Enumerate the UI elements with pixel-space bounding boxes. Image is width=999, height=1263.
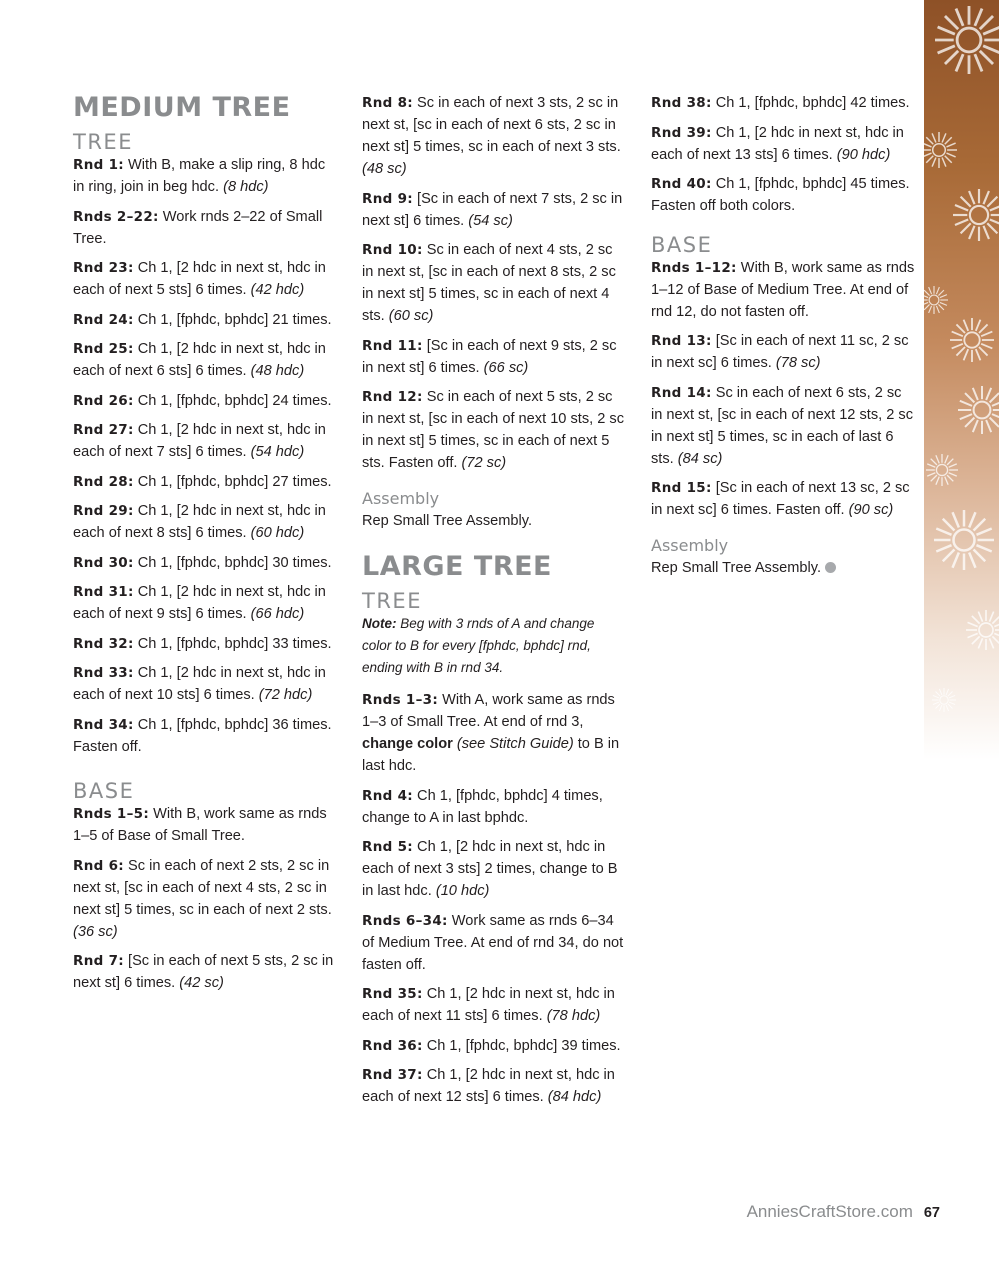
round-label: Rnd 36:: [362, 1037, 423, 1054]
round-label: Rnds 1–5:: [73, 806, 150, 822]
column-1: [73, 92, 338, 1002]
large-base-rounds: [651, 257, 916, 522]
round-label: Rnd 33:: [73, 665, 134, 681]
round-text: Ch 1, [fphdc, bphdc] 30 times.: [133, 554, 332, 571]
website-url: AnniesCraftStore.com: [746, 1202, 913, 1221]
large-tree-rounds-continued: [651, 92, 916, 217]
round-item: [73, 419, 338, 463]
large-tree-rounds: [362, 785, 627, 1109]
round-label: Rnd 35:: [362, 986, 423, 1002]
round-item: [73, 309, 338, 331]
round-item: [651, 382, 916, 470]
round-label: Rnd 28:: [73, 473, 134, 490]
round-text: Ch 1, [fphdc, bphdc] 33 times.: [133, 635, 332, 652]
round-item: [362, 239, 627, 327]
round-item: [73, 206, 338, 250]
round-label: Rnd 10:: [362, 242, 423, 258]
stitch-count: (60 hdc): [250, 525, 305, 541]
round-label: Rnd 40:: [651, 176, 712, 192]
round-text: Work same as rnds 6–34 of Medium Tree. At end of rnd 34, do not fasten off.: [362, 912, 624, 973]
round-label: Rnd 8:: [362, 95, 413, 111]
round-text: Ch 1, [2 hdc in next st, hdc in each of next 5 sts] 6 times.: [73, 260, 326, 298]
medium-tree-rounds: [73, 154, 338, 758]
round-text: Ch 1, [2 hdc in next st, hdc in each of next 13 sts] 6 times.: [651, 124, 904, 163]
round-item: [73, 950, 338, 994]
large-tree-title: LARGE TREE: [362, 551, 552, 582]
stitch-count: (84 sc): [677, 450, 723, 467]
round-item: [73, 581, 338, 625]
round-label: Rnd 37:: [362, 1067, 423, 1083]
stitch-count: (42 sc): [179, 975, 224, 991]
round-label: Rnd 29:: [73, 503, 134, 519]
round-label: Rnd 39:: [651, 124, 712, 141]
round-item: [73, 803, 338, 847]
stitch-count: (48 hdc): [250, 363, 305, 379]
stitch-count: (42 hdc): [250, 282, 305, 298]
round-item: [651, 257, 916, 323]
round-text: Ch 1, [2 hdc in next st, hdc in each of next 9 sts] 6 times.: [73, 584, 326, 622]
stitch-count: (66 hdc): [250, 606, 305, 622]
round-item: [73, 257, 338, 301]
round-text: Sc in each of next 3 sts, 2 sc in next st, [sc in each of next 6 sts, 2 sc in next st] 5 times, sc in each of next 3 sts.: [362, 95, 621, 155]
stitch-count: (54 sc): [468, 212, 513, 229]
round-text: Ch 1, [fphdc, bphdc] 45 times. Fasten off both colors.: [651, 176, 910, 214]
round-item: [73, 633, 338, 655]
round-label: Rnd 31:: [73, 584, 134, 600]
round-text: Ch 1, [2 hdc in next st, hdc in each of next 7 sts] 6 times.: [73, 422, 326, 460]
round-label: Rnd 5:: [362, 839, 413, 855]
medium-assembly-text: Rep Small Tree Assembly.: [362, 512, 533, 529]
round-text: Work rnds 2–22 of Small Tree.: [73, 208, 323, 247]
round-item: [362, 785, 627, 829]
round-label: Rnd 32:: [73, 635, 134, 652]
round-text: Ch 1, [2 hdc in next st, hdc in each of next 6 sts] 6 times.: [73, 341, 326, 379]
round-item: [362, 910, 627, 976]
round-text: Ch 1, [2 hdc in next st, hdc in each of next 11 sts] 6 times.: [362, 986, 615, 1024]
medium-base-rounds: [73, 803, 338, 994]
round-text: Ch 1, [2 hdc in next st, hdc in each of next 8 sts] 6 times.: [73, 503, 326, 541]
round-label: Rnd 14:: [651, 384, 712, 401]
stitch-count: (54 hdc): [250, 444, 305, 460]
page-number: 67: [923, 1205, 940, 1221]
round-item: [73, 500, 338, 544]
large-assembly-heading: Assembly: [651, 535, 729, 555]
round-text: Ch 1, [fphdc, bphdc] 27 times.: [133, 473, 332, 490]
medium-base-heading: BASE: [73, 779, 135, 803]
stitch-count: (78 hdc): [546, 1008, 601, 1024]
stitch-count: (72 hdc): [258, 687, 313, 703]
round-item: [362, 1064, 627, 1108]
large-tree-heading: TREE: [362, 589, 422, 613]
round-item: [73, 714, 338, 758]
round-label: Rnd 25:: [73, 341, 134, 357]
round-label: Rnd 24:: [73, 311, 134, 328]
round-label: Rnd 23:: [73, 260, 134, 276]
round-label: Rnd 15:: [651, 480, 712, 496]
round-label: Rnds 6–34:: [362, 912, 448, 929]
round-label: Rnd 4:: [362, 787, 413, 804]
round-text: Sc in each of next 2 sts, 2 sc in next st, [sc in each of next 4 sts, 2 sc in next st] 5 times, sc in each of next 2 sts.: [73, 857, 332, 918]
round-label: Rnd 30:: [73, 554, 134, 571]
decorative-sidebar-band: [924, 0, 999, 760]
round-text: Ch 1, [fphdc, bphdc] 24 times.: [133, 392, 332, 409]
round-label: Rnd 34:: [73, 716, 134, 733]
round-text: With B, work same as rnds 1–5 of Base of Small Tree.: [73, 806, 327, 844]
round-text: Sc in each of next 6 sts, 2 sc in next st, [sc in each of next 12 sts, 2 sc in next st] 5 times, sc in each of last 6 sts.: [651, 384, 914, 467]
round-text: Ch 1, [fphdc, bphdc] 36 times. Fasten off.: [73, 716, 332, 755]
round-text: Ch 1, [2 hdc in next st, hdc in each of next 3 sts] 2 times, change to B in last hdc.: [362, 839, 618, 899]
stitch-count: (84 hdc): [547, 1089, 602, 1105]
round-text: Sc in each of next 4 sts, 2 sc in next st, [sc in each of next 8 sts, 2 sc in next st] 5 times, sc in each of next 4 sts.: [362, 242, 616, 324]
medium-tree-title: MEDIUM TREE: [73, 92, 291, 123]
round-label: Rnds 1–12:: [651, 259, 737, 276]
stitch-count: (10 hdc): [435, 883, 490, 899]
round-text: Ch 1, [2 hdc in next st, hdc in each of next 10 sts] 6 times.: [73, 665, 326, 703]
round-item: [362, 335, 627, 379]
round-item: [73, 471, 338, 493]
round-label: Rnd 26:: [73, 392, 134, 409]
round-text: Sc in each of next 5 sts, 2 sc in next st, [sc in each of next 10 sts, 2 sc in next st] 5 times, sc in each of next 5 sts. Fasten off.: [362, 389, 625, 471]
round-item: [73, 390, 338, 412]
stitch-count: (60 sc): [388, 308, 434, 324]
column-3: [651, 92, 916, 586]
round-label: Rnd 27:: [73, 422, 134, 438]
round-item: [651, 173, 916, 217]
large-tree-note: [362, 613, 627, 679]
round-label: Rnds 2–22:: [73, 208, 159, 225]
round-label: Rnd 1:: [73, 157, 124, 173]
stitch-count: (36 sc): [73, 923, 118, 940]
medium-assembly-heading: Assembly: [362, 488, 440, 508]
round-label: Rnd 11:: [362, 337, 423, 354]
round-text: [Sc in each of next 11 sc, 2 sc in next sc] 6 times.: [651, 333, 909, 371]
round-item: [362, 983, 627, 1027]
stitch-count: (8 hdc): [223, 179, 269, 195]
round-item: [73, 552, 338, 574]
round-item: [362, 386, 627, 474]
round-item: [651, 92, 916, 114]
note-label: Note:: [362, 616, 397, 631]
round-text: Ch 1, [fphdc, bphdc] 21 times.: [133, 311, 332, 328]
page-footer: [600, 1202, 940, 1222]
round-label: Rnd 38:: [651, 95, 712, 111]
round-item: [73, 154, 338, 198]
round-item: [651, 477, 916, 521]
stitch-count: (78 sc): [775, 355, 821, 371]
round-item: [651, 122, 916, 166]
round-item: [73, 662, 338, 706]
round-text: With B, work same as rnds 1–12 of Base of Medium Tree. At end of rnd 12, do not fasten off.: [651, 259, 915, 320]
round-item: [362, 92, 627, 180]
stitch-count: (66 sc): [483, 359, 529, 376]
round-label: Rnd 13:: [651, 333, 712, 349]
round-item: [362, 836, 627, 902]
round-text: [Sc in each of next 13 sc, 2 sc in next sc] 6 times. Fasten off.: [651, 480, 910, 518]
round-item: [362, 1035, 627, 1057]
round-text: Ch 1, [fphdc, bphdc] 4 times, change to A in last bphdc.: [362, 787, 603, 826]
round-item: [73, 855, 338, 943]
round-item: Rnds 1–3: With A, work same as rnds 1–3 of Small Tree. At end of rnd 3, change color (see Stitch Guide) to B in last hdc.: [362, 692, 620, 774]
stitch-count: (90 sc): [848, 502, 894, 518]
stitch-count: (72 sc): [461, 455, 507, 471]
round-item: [73, 338, 338, 382]
large-base-heading: BASE: [651, 232, 713, 257]
column-2: [362, 92, 627, 1116]
round-item: [651, 330, 916, 374]
round-text: Ch 1, [fphdc, bphdc] 39 times.: [422, 1037, 621, 1054]
round-text: [Sc in each of next 7 sts, 2 sc in next st] 6 times.: [362, 190, 623, 229]
round-label: Rnd 12:: [362, 389, 423, 405]
end-bullet-icon: [825, 562, 836, 573]
round-label: Rnd 7:: [73, 953, 124, 969]
round-text: [Sc in each of next 5 sts, 2 sc in next st] 6 times.: [73, 953, 334, 991]
medium-tree-heading: TREE: [73, 130, 133, 154]
medium-base-rounds-continued: [362, 92, 627, 474]
snowflake-pattern-icon: [924, 0, 999, 760]
round-text: Ch 1, [2 hdc in next st, hdc in each of next 12 sts] 6 times.: [362, 1067, 615, 1105]
stitch-count: (48 sc): [362, 161, 407, 177]
round-label: Rnd 6:: [73, 857, 124, 874]
note-text: Beg with 3 rnds of A and change color to B for every [fphdc, bphdc] rnd, ending with B in rnd 34.: [362, 616, 595, 675]
round-text: [Sc in each of next 9 sts, 2 sc in next st] 6 times.: [362, 337, 617, 376]
round-label: Rnd 9:: [362, 190, 413, 207]
round-text: Ch 1, [fphdc, bphdc] 42 times.: [711, 95, 910, 111]
stitch-count: (90 hdc): [836, 146, 891, 163]
round-item: [362, 188, 627, 232]
large-assembly-text: Rep Small Tree Assembly.: [651, 557, 916, 579]
round-text: With B, make a slip ring, 8 hdc in ring, join in beg hdc.: [73, 157, 326, 195]
